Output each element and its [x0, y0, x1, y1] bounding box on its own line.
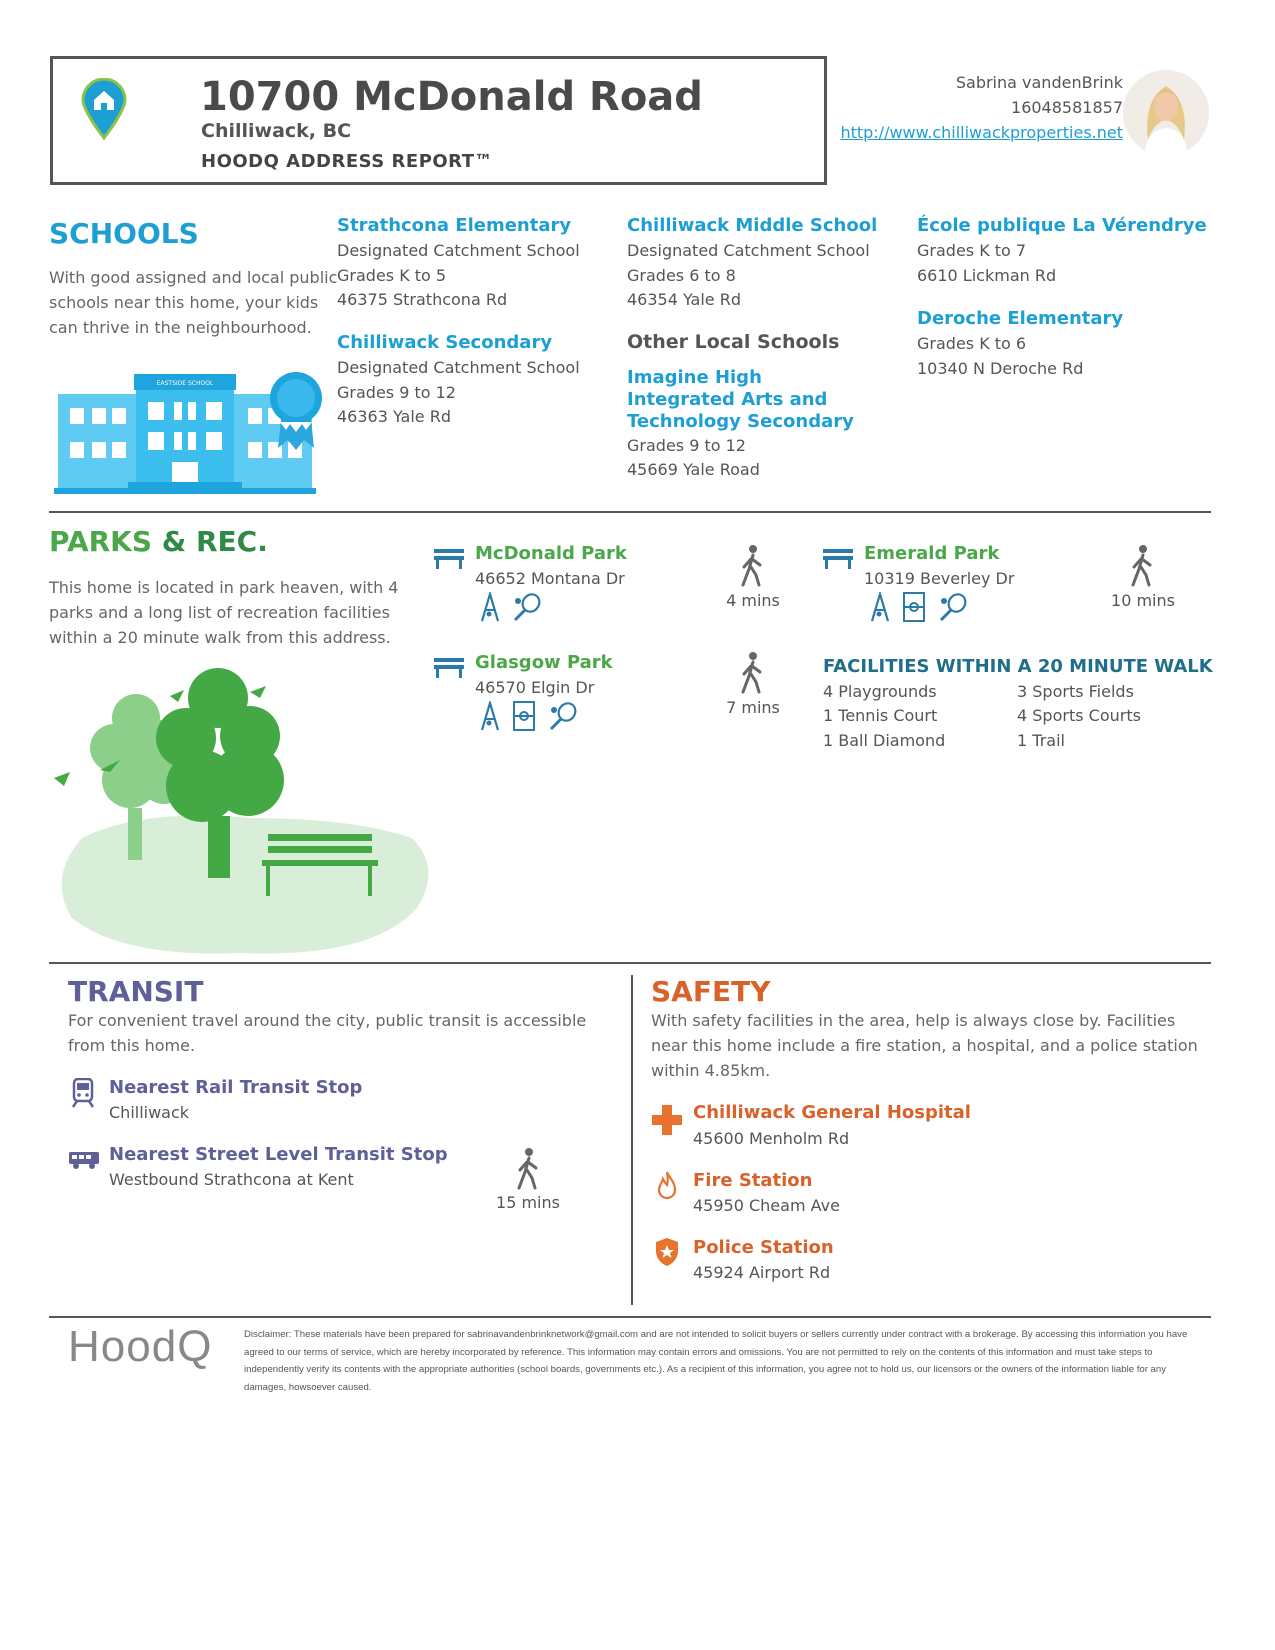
walk-time: 15 mins: [496, 1193, 560, 1212]
park-name-emerald[interactable]: Emerald Park: [864, 543, 1000, 564]
hospital-address: 45600 Menholm Rd: [693, 1129, 850, 1148]
other-local-schools-heading: Other Local Schools: [627, 331, 840, 353]
park-name-glasgow[interactable]: Glasgow Park: [475, 652, 613, 673]
school-address: 45669 Yale Road: [627, 460, 760, 479]
school-grades: Grades K to 6: [917, 334, 1027, 353]
school-address: 10340 N Deroche Rd: [917, 359, 1084, 378]
school-name-chilliwack-middle[interactable]: Chilliwack Middle School: [627, 215, 878, 236]
walk-time: 7 mins: [726, 698, 780, 717]
walking-person-icon: [740, 652, 766, 694]
home-location-icon: [80, 78, 128, 140]
fire-icon: [656, 1170, 678, 1200]
parks-title-b: & REC.: [161, 525, 268, 558]
facility-item: 1 Ball Diamond: [823, 731, 946, 750]
school-type: Designated Catchment School: [337, 241, 580, 260]
school-address: 46354 Yale Rd: [627, 290, 742, 309]
sports-field-icon: [513, 701, 535, 731]
parks-intro: This home is located in park heaven, with 4 parks and a long list of recreation facilities within a 20 minute walk from this address.: [49, 578, 399, 647]
school-grades: Grades 6 to 8: [627, 266, 736, 285]
school-grades: Grades K to 7: [917, 241, 1027, 260]
tennis-icon: [512, 592, 542, 622]
walking-person-icon: [740, 545, 766, 587]
tennis-icon: [548, 701, 578, 731]
address-title: 10700 McDonald Road: [200, 74, 703, 120]
park-address: 46652 Montana Dr: [475, 569, 625, 588]
rail-transit-value[interactable]: Chilliwack: [109, 1103, 190, 1122]
fire-station-name[interactable]: Fire Station: [693, 1170, 813, 1191]
facility-item: 1 Tennis Court: [823, 706, 938, 725]
school-sign-text: EASTSIDE SCHOOL: [156, 380, 214, 387]
schools-section-title: SCHOOLS: [49, 217, 199, 250]
footer-divider: [49, 1316, 1211, 1318]
school-name-deroche-elementary[interactable]: Deroche Elementary: [917, 308, 1124, 329]
agent-website-wrap: [840, 123, 1123, 142]
school-name-ecole-la-verendrye[interactable]: École publique La Vérendrye: [917, 215, 1207, 236]
playground-icon: [868, 592, 892, 622]
section-divider: [49, 962, 1211, 964]
hoodq-logo: HoodQ: [68, 1322, 213, 1371]
school-type: Designated Catchment School: [337, 358, 580, 377]
park-bench-icon: [822, 548, 854, 570]
school-address: 46363 Yale Rd: [337, 407, 452, 426]
school-grades: Grades 9 to 12: [627, 436, 746, 455]
schools-intro: With good assigned and local public schools near this home, your kids can thrive in the neighbourhood.: [49, 268, 338, 337]
report-title: HOODQ ADDRESS REPORT™: [201, 151, 494, 172]
facility-item: 3 Sports Fields: [1017, 682, 1134, 701]
walking-person-icon: [516, 1148, 542, 1190]
disclaimer-text: Disclaimer: These materials have been prepared for sabrinavandenbrinknetwork@gmail.com and are not intended to solicit buyers or sellers currently under contract with a brokerage. By accessing this information you have agreed to our terms of service, which are hereby incorporated by reference. This information may contain errors and omissions. You are not permitted to rely on the contents of this information and must take steps to independently verify its contents with the appropriate authorities (school boards, governments etc.). As a recipient of this information, you agree not to hold us, our licensors or the owners of the information liable for any damages, howsoever caused.: [244, 1329, 1188, 1393]
safety-intro: With safety facilities in the area, help is always close by. Facilities near this home include a fire station, a hospital, and a police station within 4.85km.: [651, 1011, 1198, 1080]
playground-icon: [478, 592, 502, 622]
facility-item: 4 Sports Courts: [1017, 706, 1141, 725]
police-badge-icon: [655, 1237, 679, 1267]
award-badge-icon: [268, 370, 324, 452]
safety-section-title: SAFETY: [651, 975, 771, 1008]
facility-item: 1 Trail: [1017, 731, 1065, 750]
agent-website-link[interactable]: http://www.chilliwackproperties.net: [840, 123, 1123, 142]
school-name-chilliwack-secondary[interactable]: Chilliwack Secondary: [337, 332, 553, 353]
city-label: Chilliwack, BC: [201, 120, 352, 142]
fire-station-address: 45950 Cheam Ave: [693, 1196, 840, 1215]
school-address: 46375 Strathcona Rd: [337, 290, 508, 309]
police-station-address: 45924 Airport Rd: [693, 1263, 831, 1282]
playground-icon: [478, 701, 502, 731]
street-transit-label: Nearest Street Level Transit Stop: [109, 1144, 448, 1165]
walking-person-icon: [1130, 545, 1156, 587]
facilities-title: FACILITIES WITHIN A 20 MINUTE WALK: [823, 656, 1213, 677]
school-name-imagine-high[interactable]: Imagine High Integrated Arts and Technology Secondary: [627, 367, 854, 432]
train-icon: [71, 1078, 95, 1108]
street-transit-value[interactable]: Westbound Strathcona at Kent: [109, 1170, 354, 1189]
park-illustration: [52, 668, 437, 958]
tennis-icon: [938, 592, 968, 622]
sports-field-icon: [903, 592, 925, 622]
column-divider: [631, 975, 633, 1305]
park-bench-icon: [433, 548, 465, 570]
hospital-cross-icon: [652, 1105, 682, 1135]
bus-icon: [68, 1150, 100, 1170]
transit-intro: For convenient travel around the city, public transit is accessible from this home.: [68, 1011, 587, 1055]
hospital-name[interactable]: Chilliwack General Hospital: [693, 1102, 971, 1123]
school-type: Designated Catchment School: [627, 241, 870, 260]
agent-name: Sabrina vandenBrink: [955, 73, 1123, 92]
school-grades: Grades K to 5: [337, 266, 447, 285]
rail-transit-label: Nearest Rail Transit Stop: [109, 1077, 363, 1098]
police-station-name[interactable]: Police Station: [693, 1237, 834, 1258]
park-address: 10319 Beverley Dr: [864, 569, 1015, 588]
transit-section-title: TRANSIT: [68, 975, 204, 1008]
park-bench-icon: [433, 657, 465, 679]
park-name-mcdonald[interactable]: McDonald Park: [475, 543, 627, 564]
agent-phone: 16048581857: [1011, 98, 1123, 117]
facility-item: 4 Playgrounds: [823, 682, 937, 701]
walk-time: 10 mins: [1111, 591, 1175, 610]
park-address: 46570 Elgin Dr: [475, 678, 595, 697]
section-divider: [49, 511, 1211, 513]
school-address: 6610 Lickman Rd: [917, 266, 1057, 285]
parks-title-a: PARKS: [49, 525, 153, 558]
agent-avatar: [1123, 70, 1209, 156]
school-name-strathcona[interactable]: Strathcona Elementary: [337, 215, 572, 236]
walk-time: 4 mins: [726, 591, 780, 610]
parks-section-title: [49, 525, 268, 558]
school-grades: Grades 9 to 12: [337, 383, 456, 402]
